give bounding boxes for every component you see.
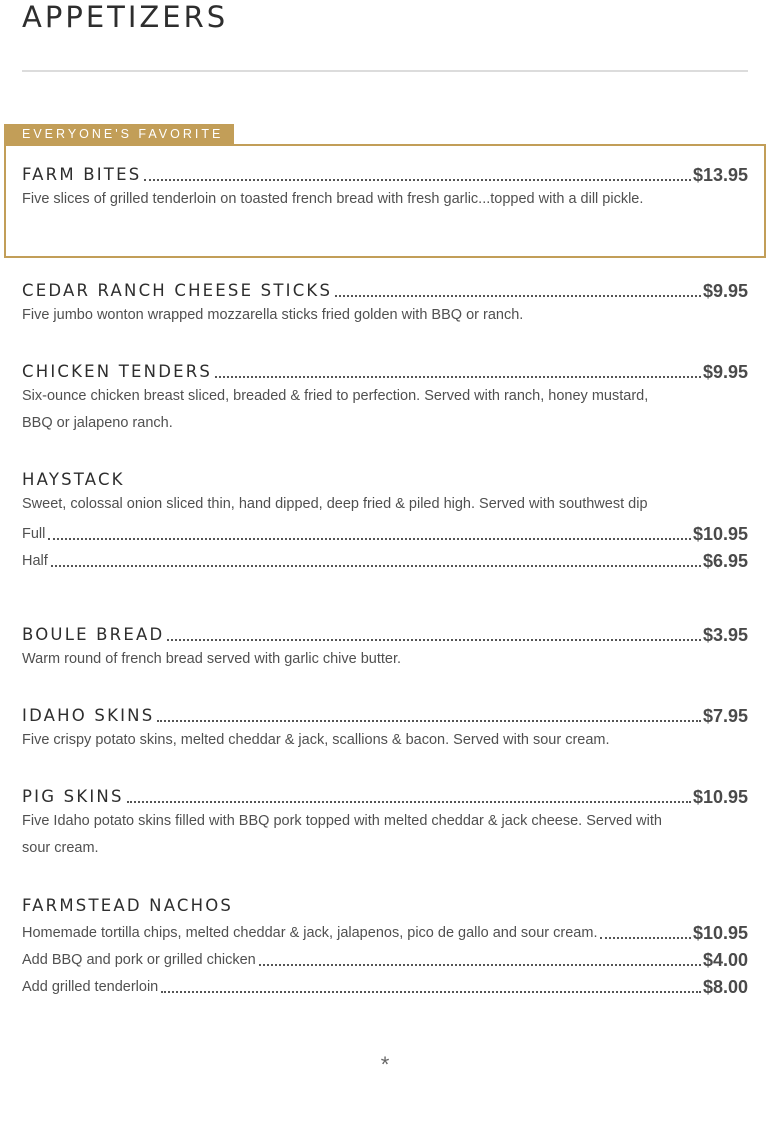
item-price: $9.95: [702, 281, 748, 301]
dot-leader: [51, 565, 701, 567]
item-name: HAYSTACK: [22, 470, 125, 489]
item-description: Five slices of grilled tenderloin on toasted french bread with fresh garlic...topped with a dill pickle.: [22, 191, 644, 207]
item-option: [22, 518, 748, 545]
dot-leader: [157, 720, 701, 722]
dot-leader: [144, 179, 691, 181]
item-description: Five jumbo wonton wrapped mozzarella sticks fried golden with BBQ or ranch.: [22, 307, 524, 323]
item-name: CEDAR RANCH CHEESE STICKS: [22, 281, 333, 300]
menu-item-cedar-ranch-cheese-sticks: [22, 275, 748, 329]
dot-leader: [335, 295, 701, 297]
item-option: [22, 545, 748, 572]
item-price: $7.95: [702, 706, 748, 726]
item-name: IDAHO SKINS: [22, 706, 155, 725]
item-name: FARMSTEAD NACHOS: [22, 896, 234, 915]
dot-leader: [600, 937, 690, 939]
item-name: BOULE BREAD: [22, 625, 165, 644]
option-label: Full: [22, 526, 46, 542]
dot-leader: [127, 801, 691, 803]
option-price: $10.95: [692, 524, 748, 544]
menu-item-pig-skins: [22, 781, 748, 862]
option-price: $8.00: [702, 977, 748, 997]
menu-item-idaho-skins: [22, 700, 748, 754]
menu-item-boule-bread: [22, 619, 748, 673]
item-price: $3.95: [702, 625, 748, 645]
option-price: $10.95: [692, 923, 748, 943]
option-price: $6.95: [702, 551, 748, 571]
item-price: $10.95: [692, 787, 748, 807]
dot-leader: [161, 991, 701, 993]
item-option: [22, 917, 748, 944]
option-label: Add grilled tenderloin: [22, 979, 159, 995]
menu-item-chicken-tenders: [22, 356, 748, 437]
item-name: FARM BITES: [22, 165, 142, 184]
option-label: Half: [22, 553, 48, 569]
divider: [22, 70, 748, 72]
item-description: Five crispy potato skins, melted cheddar & jack, scallions & bacon. Served with sour cream.: [22, 732, 610, 748]
option-label: Homemade tortilla chips, melted cheddar & jack, jalapenos, pico de gallo and sour cream.: [22, 925, 598, 941]
item-option: [22, 971, 748, 998]
dot-leader: [215, 376, 701, 378]
menu-item-haystack: [22, 464, 748, 572]
section-title: APPETIZERS: [22, 0, 229, 34]
dot-leader: [48, 538, 691, 540]
item-description: Five Idaho potato skins filled with BBQ pork topped with melted cheddar & jack cheese. Served with sour cream.: [22, 813, 662, 856]
menu-item-farmstead-nachos: [22, 890, 748, 998]
footer-asterisk-mark: *: [380, 1052, 390, 1077]
dot-leader: [167, 639, 701, 641]
item-name: CHICKEN TENDERS: [22, 362, 213, 381]
option-price: $4.00: [702, 950, 748, 970]
item-description: Sweet, colossal onion sliced thin, hand dipped, deep fried & piled high. Served with southwest dip: [22, 496, 648, 512]
item-option: [22, 944, 748, 971]
option-label: Add BBQ and pork or grilled chicken: [22, 952, 256, 968]
menu-item-farm-bites: [22, 159, 748, 213]
item-name: PIG SKINS: [22, 787, 124, 806]
item-description: Six-ounce chicken breast sliced, breaded & fried to perfection. Served with ranch, honey mustard, BBQ or jalapeno ranch.: [22, 388, 649, 431]
favorite-tag: EVERYONE'S FAVORITE: [4, 124, 234, 145]
item-description: Warm round of french bread served with garlic chive butter.: [22, 651, 402, 667]
item-price: $13.95: [692, 165, 748, 185]
dot-leader: [259, 964, 701, 966]
item-price: $9.95: [702, 362, 748, 382]
